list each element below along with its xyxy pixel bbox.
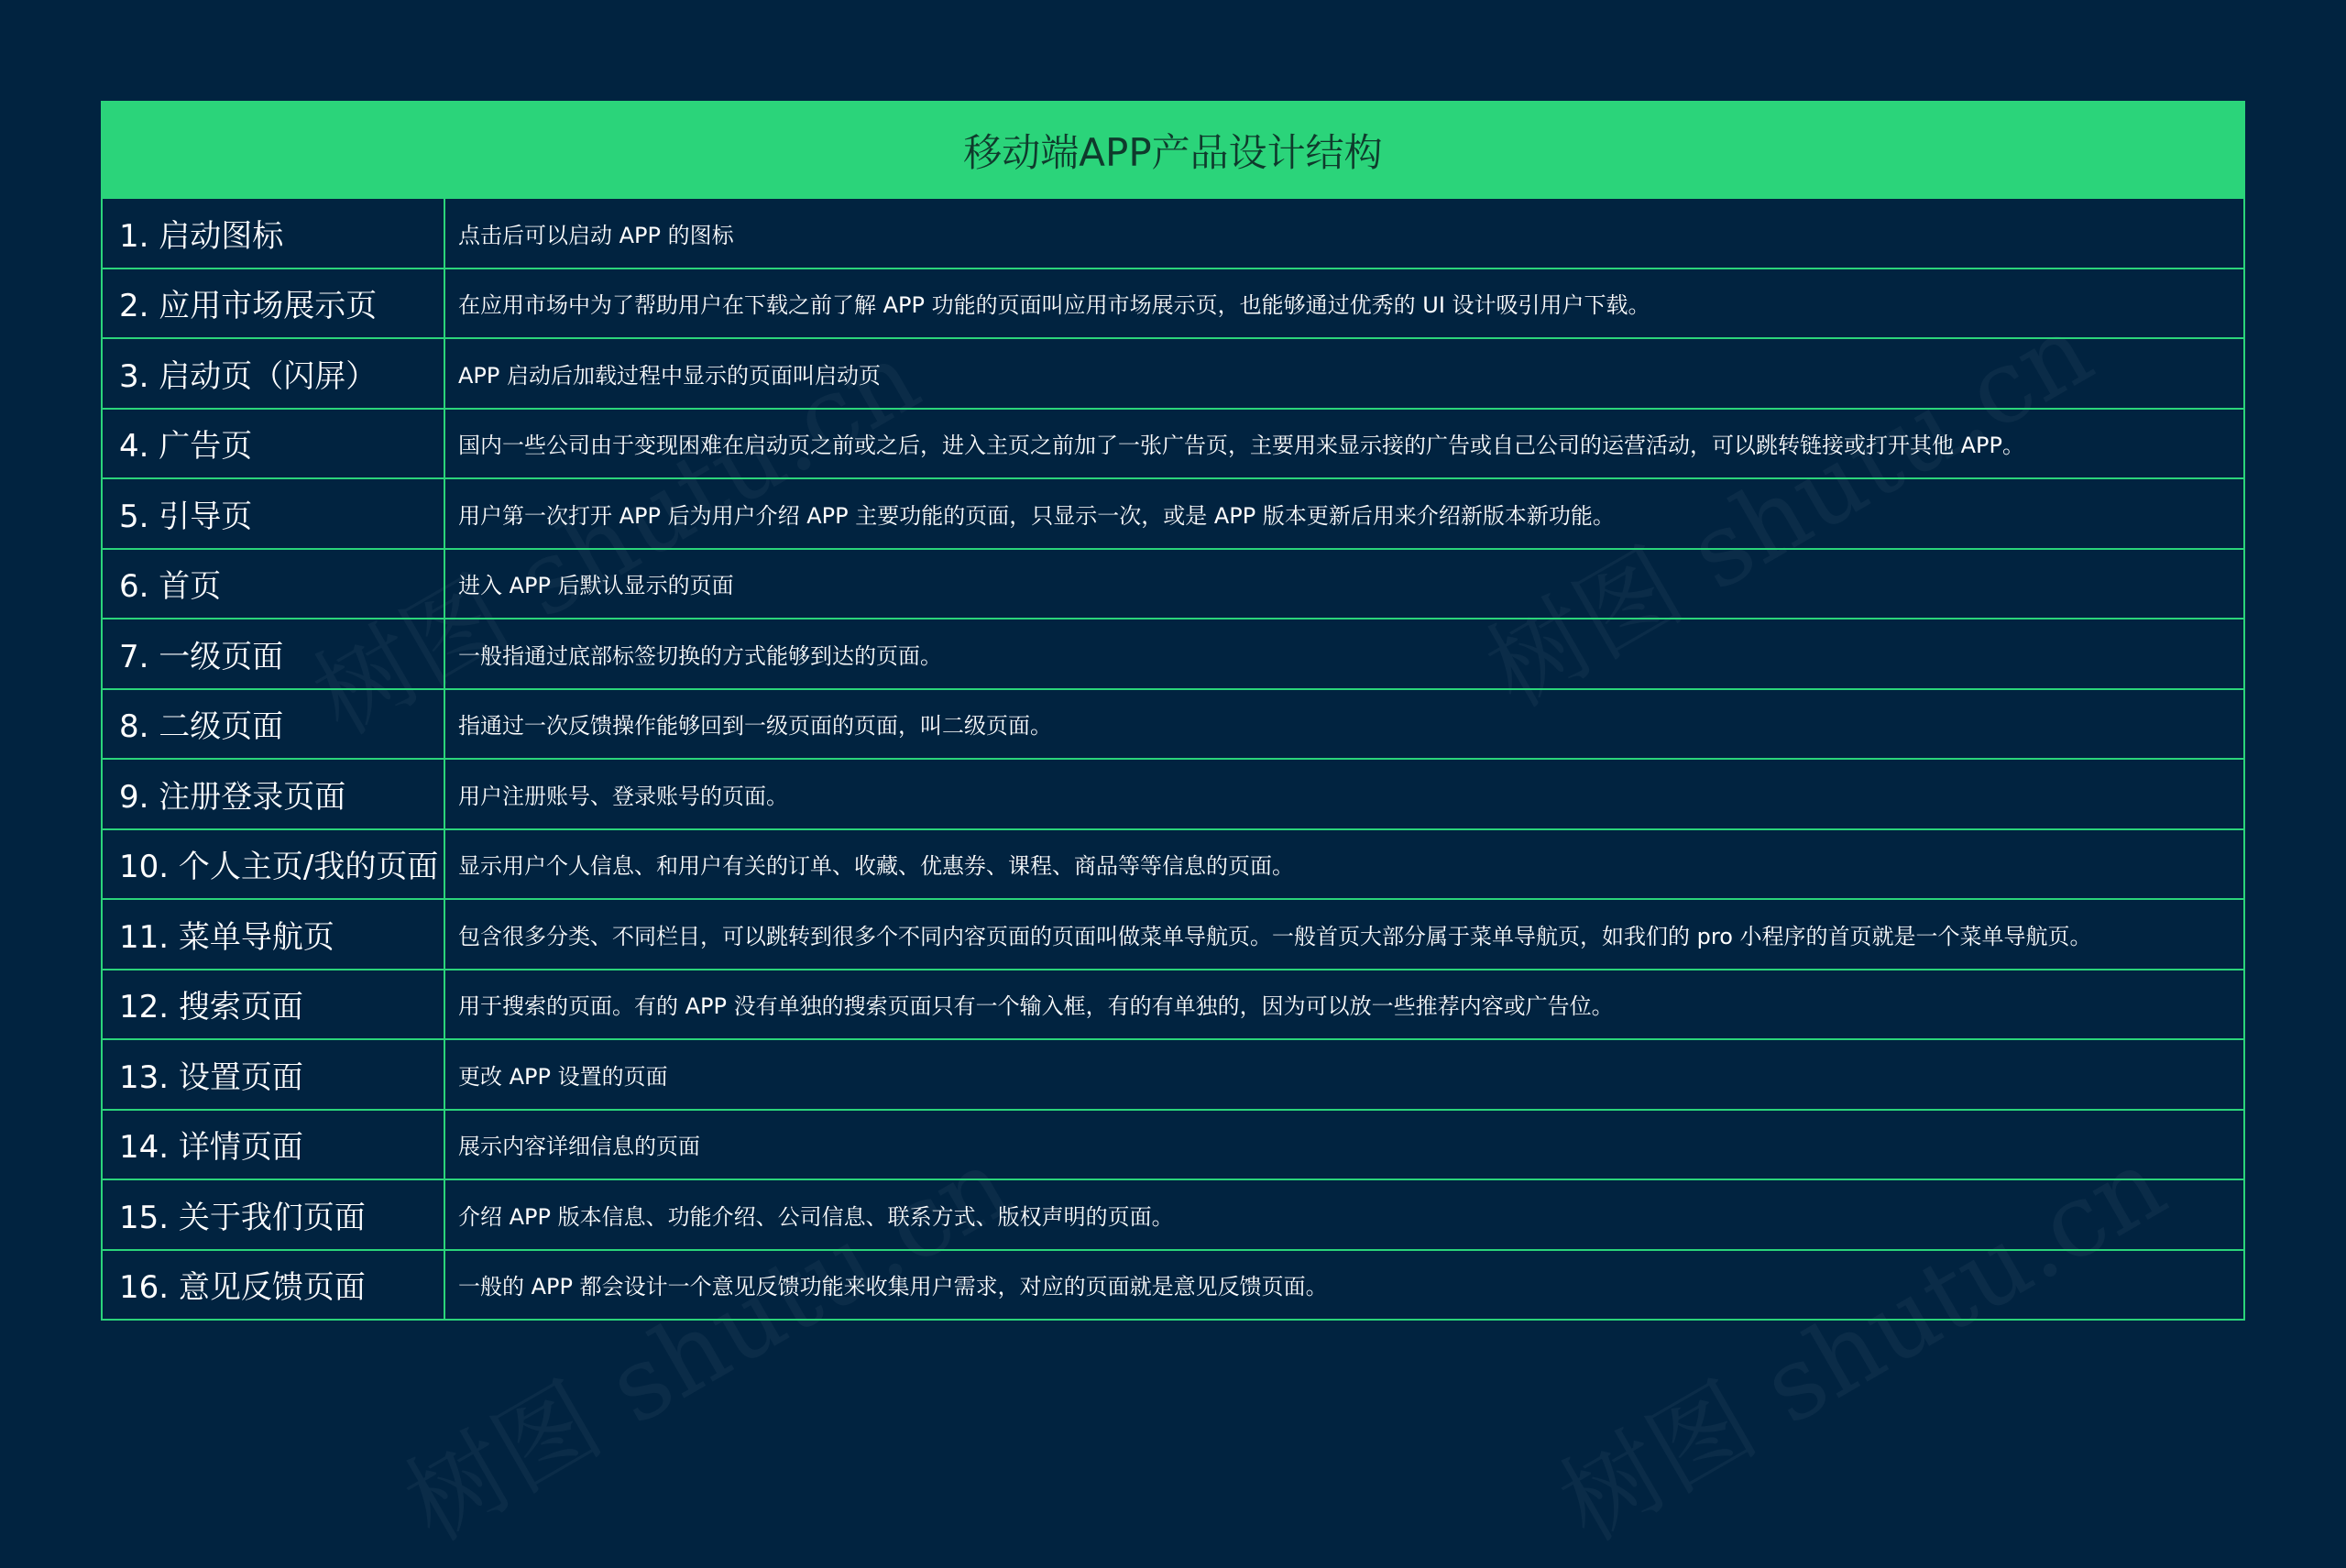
row-description: 包含很多分类、不同栏目，可以跳转到很多个不同内容页面的页面叫做菜单导航页。一般首页大部分属于菜单导航页，如我们的 pro 小程序的首页就是一个菜单导航页。 [444,899,2244,970]
row-description: 点击后可以启动 APP 的图标 [444,198,2244,269]
table-row [102,478,2244,549]
table-title: 移动端APP产品设计结构 [102,102,2244,198]
table-row [102,1110,2244,1180]
row-description: 介绍 APP 版本信息、功能介绍、公司信息、联系方式、版权声明的页面。 [444,1179,2244,1250]
row-description: 展示内容详细信息的页面 [444,1110,2244,1180]
row-label: 13. 设置页面 [102,1039,444,1110]
table-row [102,970,2244,1040]
row-label: 14. 详情页面 [102,1110,444,1180]
row-label: 15. 关于我们页面 [102,1179,444,1250]
row-description: 指通过一次反馈操作能够回到一级页面的页面，叫二级页面。 [444,689,2244,760]
row-description: 显示用户个人信息、和用户有关的订单、收藏、优惠券、课程、商品等等信息的页面。 [444,829,2244,900]
structure-table-container [101,101,2245,1321]
row-label: 8. 二级页面 [102,689,444,760]
row-description: APP 启动后加载过程中显示的页面叫启动页 [444,338,2244,409]
table-row [102,899,2244,970]
table-row [102,1039,2244,1110]
row-description: 一般指通过底部标签切换的方式能够到达的页面。 [444,619,2244,689]
table-row [102,759,2244,829]
row-label: 16. 意见反馈页面 [102,1250,444,1321]
table-row [102,198,2244,269]
row-description: 用户第一次打开 APP 后为用户介绍 APP 主要功能的页面，只显示一次，或是 APP 版本更新后用来介绍新版本新功能。 [444,478,2244,549]
row-label: 7. 一级页面 [102,619,444,689]
structure-table [101,101,2245,1321]
row-description: 国内一些公司由于变现困难在启动页之前或之后，进入主页之前加了一张广告页，主要用来显示接的广告或自己公司的运营活动，可以跳转链接或打开其他 APP。 [444,409,2244,479]
row-description: 用于搜索的页面。有的 APP 没有单独的搜索页面只有一个输入框，有的有单独的，因为可以放一些推荐内容或广告位。 [444,970,2244,1040]
row-label: 5. 引导页 [102,478,444,549]
row-label: 6. 首页 [102,549,444,620]
row-description: 在应用市场中为了帮助用户在下载之前了解 APP 功能的页面叫应用市场展示页，也能够通过优秀的 UI 设计吸引用户下载。 [444,269,2244,339]
row-description: 用户注册账号、登录账号的页面。 [444,759,2244,829]
table-row [102,689,2244,760]
table-row [102,619,2244,689]
table-row [102,269,2244,339]
table-row [102,1250,2244,1321]
table-row [102,338,2244,409]
row-label: 1. 启动图标 [102,198,444,269]
row-label: 3. 启动页（闪屏） [102,338,444,409]
row-label: 10. 个人主页/我的页面 [102,829,444,900]
row-description: 更改 APP 设置的页面 [444,1039,2244,1110]
table-row [102,549,2244,620]
row-description: 进入 APP 后默认显示的页面 [444,549,2244,620]
title-row [102,102,2244,198]
table-row [102,1179,2244,1250]
row-label: 12. 搜索页面 [102,970,444,1040]
row-label: 9. 注册登录页面 [102,759,444,829]
row-label: 11. 菜单导航页 [102,899,444,970]
table-row [102,409,2244,479]
row-description: 一般的 APP 都会设计一个意见反馈功能来收集用户需求，对应的页面就是意见反馈页面。 [444,1250,2244,1321]
table-row [102,829,2244,900]
row-label: 4. 广告页 [102,409,444,479]
row-label: 2. 应用市场展示页 [102,269,444,339]
